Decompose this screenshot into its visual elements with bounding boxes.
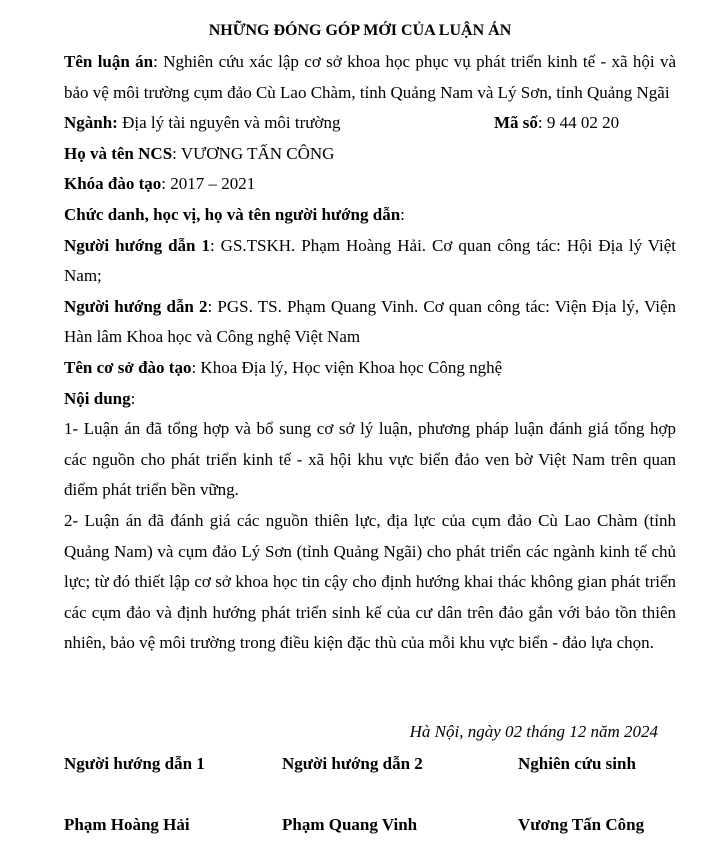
signature-title-1: Người hướng dẫn 1: [64, 754, 205, 773]
signature-name-1: Phạm Hoàng Hải: [64, 815, 190, 834]
major-field: [64, 108, 494, 139]
supervisor1-line: [64, 231, 676, 292]
course-label: Khóa đào tạo: [64, 174, 162, 194]
supervisor2-value: : PGS. TS. Phạm Quang Vinh. Cơ quan công tác: Viện Địa lý, Viện Hàn lâm Khoa học và Công nghệ Việt Nam: [64, 296, 676, 347]
code-field: [494, 108, 619, 139]
code-label: Mã số: [494, 113, 538, 133]
course-line: [64, 169, 676, 200]
content-point-1: 1- Luận án đã tổng hợp và bổ sung cơ sở lý luận, phương pháp luận đánh giá tổng hợp các nguồn cho phát triển kinh tế - xã hội khu vực biển đảo ven bờ Việt Nam trên quan điểm phát triển bền vững.: [64, 419, 676, 500]
supervisors-heading-label: Chức danh, học vị, họ và tên người hướng dẫn: [64, 204, 401, 224]
major-code-line: [64, 108, 676, 139]
thesis-label: Tên luận án: [64, 52, 154, 71]
major-value: Địa lý tài nguyên và môi trường: [117, 113, 341, 133]
student-value: : VƯƠNG TẤN CÔNG: [172, 143, 335, 163]
thesis-value: : Nghiên cứu xác lập cơ sở khoa học phục vụ phát triển kinh tế - xã hội và bảo vệ môi trường cụm đảo Cù Lao Chàm, tỉnh Quảng Nam và Lý Sơn, tỉnh Quảng Ngãi: [64, 52, 676, 102]
content-heading-label: Nội dung: [64, 388, 131, 408]
course-value: : 2017 – 2021: [161, 174, 256, 194]
supervisor1-label: Người hướng dẫn 1: [64, 235, 210, 255]
date-line: Hà Nội, ngày 02 tháng 12 năm 2024: [409, 722, 658, 741]
code-value: : 9 44 02 20: [537, 113, 620, 133]
signature-title-2: Người hướng dẫn 2: [282, 754, 423, 773]
signature-name-2: Phạm Quang Vinh: [282, 815, 418, 834]
student-label: Họ và tên NCS: [64, 143, 173, 163]
supervisor2-label: Người hướng dẫn 2: [64, 296, 208, 316]
content-point-2: 2- Luận án đã đánh giá các nguồn thiên lực, địa lực của cụm đảo Cù Lao Chàm (tỉnh Quảng Nam) và cụm đảo Lý Sơn (tỉnh Quảng Ngãi) cho phát triển các ngành kinh tế chủ lực; từ đó thiết lập cơ sở khoa học tin cậy cho định hướng khai thác không gian phát triển các cụm đảo và định hướng phát triển sinh kế của cư dân trên đảo gắn với bảo tồn thiên nhiên, bảo vệ môi trường trong điều kiện đặc thù của mỗi khu vực biển - đảo lựa chọn.: [64, 510, 676, 653]
supervisors-heading-colon: :: [400, 204, 405, 224]
supervisor2-line: [64, 292, 676, 353]
institution-label: Tên cơ sở đào tạo: [64, 357, 192, 377]
institution-value: : Khoa Địa lý, Học viện Khoa học Công nghệ: [191, 357, 503, 377]
student-line: [64, 139, 676, 170]
signature-title-3: Nghiên cứu sinh: [518, 754, 636, 773]
document-body: [64, 47, 676, 659]
signature-name-3: Vương Tấn Công: [518, 815, 645, 834]
document-title: NHỮNG ĐÓNG GÓP MỚI CỦA LUẬN ÁN: [208, 22, 512, 39]
thesis-title-line: [64, 47, 676, 108]
major-label: Ngành:: [64, 113, 118, 133]
content-heading: [64, 384, 676, 415]
supervisors-heading: [64, 200, 676, 231]
content-heading-colon: :: [130, 388, 136, 408]
supervisor1-value: : GS.TSKH. Phạm Hoàng Hải. Cơ quan công tác: Hội Địa lý Việt Nam;: [64, 235, 676, 286]
institution-line: [64, 353, 676, 384]
